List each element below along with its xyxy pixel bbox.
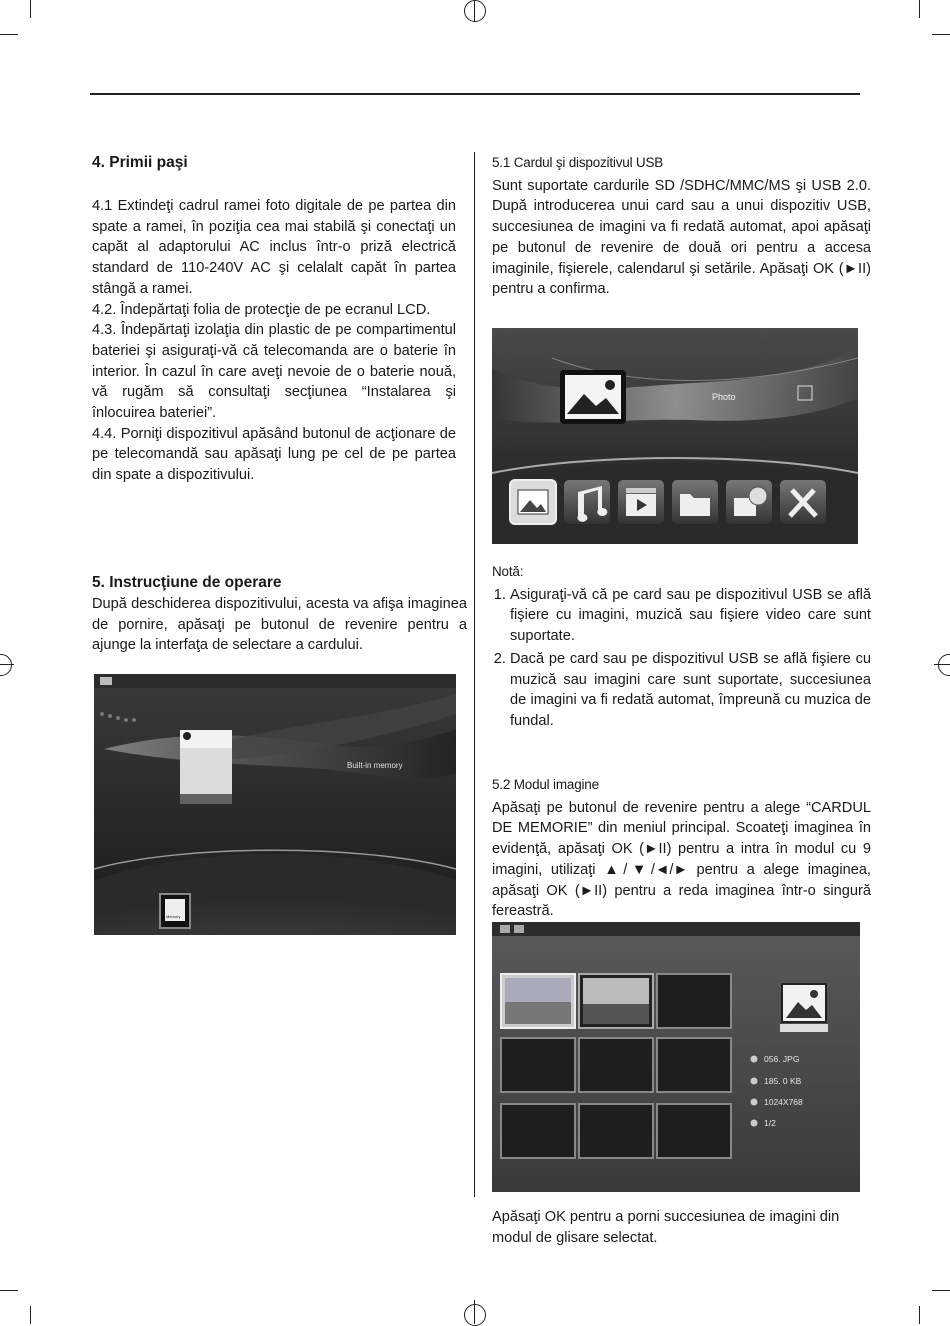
registration-line	[474, 1300, 475, 1324]
section-5-2-body: Apăsaţi pe butonul de revenire pentru a alege “CARDUL DE MEMORIE” din meniul principal. Scoateţi imaginea în evidenţă, apăsaţi OK (►II) pentru a intra în modul cu 9 imagini, utilizaţi ▲/▼/◄/► pentru a alege imaginea, apăsaţi OK (►II) pentru a reda imaginea într-o singură fereastră.	[492, 799, 871, 920]
registration-mark-bottom	[464, 1304, 486, 1326]
photo-icon	[780, 984, 828, 1032]
crop-mark	[0, 34, 18, 35]
paragraph-4-2: 4.2. Îndepărtaţi folia de protecţie de pe ecranul LCD.	[92, 301, 431, 318]
video-menu-icon[interactable]	[618, 480, 664, 524]
startup-screen-screenshot	[94, 674, 456, 935]
calendar-menu-icon[interactable]	[726, 480, 772, 524]
photo-label: Photo	[712, 392, 736, 402]
registration-line	[474, 0, 475, 22]
section-5-1-title: 5.1 Cardul şi dispozitivul USB	[492, 155, 664, 170]
resolution-info: 1024X768	[764, 1097, 803, 1107]
thumbnail-6[interactable]	[657, 1038, 731, 1092]
file-size-info: 185. 0 KB	[764, 1076, 802, 1086]
section-5-2	[492, 775, 871, 922]
music-menu-icon[interactable]	[564, 480, 610, 524]
section-4-heading: 4. Primii paşi	[92, 154, 188, 171]
header-rule	[90, 93, 860, 95]
column-divider	[474, 152, 475, 1197]
paragraph-4-4: 4.4. Porniţi dispozitivul apăsând butonul de acţionare de pe telecomandă sau apăsaţi lung pe cel de pe partea din spate a dispozitivului.	[92, 425, 456, 484]
section-5-heading: 5. Instrucţiune de operare	[92, 574, 282, 591]
thumbnail-7[interactable]	[501, 1104, 575, 1158]
registration-line	[934, 664, 950, 665]
thumbnail-9[interactable]	[657, 1104, 731, 1158]
built-in-memory-label: Built-in memory	[347, 761, 403, 770]
registration-mark-left	[0, 654, 12, 676]
crop-mark	[919, 0, 920, 18]
section-5-1-body: Sunt suportate cardurile SD /SDHC/MMC/MS şi USB 2.0. După introducerea unui card sau a unui dispozitiv USB, succesiunea de imagini va fi redată automat, apoi apăsaţi pe butonul de revenire de două ori pentru a accesa imaginile, fişierele, calendarul şi setările. Apăsaţi OK (►II) pentru a confirma.	[492, 177, 871, 298]
thumbnail-2[interactable]	[579, 974, 653, 1028]
notes-title: Notă:	[492, 564, 524, 579]
crop-mark	[30, 1306, 31, 1324]
section-5-2-title: 5.2 Modul imagine	[492, 777, 599, 792]
thumbnail-5[interactable]	[579, 1038, 653, 1092]
section-5-body	[92, 594, 467, 656]
note-item: 1. Asiguraţi-vă că pe card sau pe dispozitivul USB se află fişiere cu imagini, muzică sau fişiere video care sunt suportate.	[510, 585, 871, 647]
thumbnail-3[interactable]	[657, 974, 731, 1028]
crop-mark	[919, 1306, 920, 1324]
registration-mark-top	[464, 0, 486, 22]
memory-icon-label: Memory	[166, 914, 181, 919]
main-menu-graphic	[492, 328, 858, 544]
paragraph-4-3: 4.3. Îndepărtaţi izolaţia din plastic de pe compartimentul bateriei şi asiguraţi-vă că telecomanda are o baterie în interior. În cazul în care aveţi nevoie de o baterie nouă, vă rugăm să consultaţi secţiunea “Instalarea şi înlocuirea bateriei”.	[92, 322, 456, 422]
paragraph-4-1: 4.1 Extindeţi cadrul ramei foto digitale de pe partea din spate a ramei, în poziţia cea mai stabilă şi conectaţi un capăt al adaptorului AC inclus într-o priză electrică standard de 110-240V AC şi celalalt capăt în partea stângă a ramei.	[92, 198, 456, 297]
crop-mark	[0, 1290, 18, 1291]
file-name-info: 056. JPG	[764, 1054, 800, 1064]
thumbnail-4[interactable]	[501, 1038, 575, 1092]
paragraph-5: După deschiderea dispozitivului, acesta va afişa imaginea de pornire, apăsaţi pe butonul de revenire pentru a ajunge la interfaţa de selectare a cardului.	[92, 596, 467, 654]
note-item: 2. Dacă pe card sau pe dispozitivul USB se află fişiere cu muzică sau imagini care sunt suportate, succesiunea de imagini va fi redată automat, împreună cu muzica de fundal.	[510, 649, 871, 732]
photo-menu-icon[interactable]	[510, 480, 556, 524]
thumbnail-8[interactable]	[579, 1104, 653, 1158]
thumbnail-1[interactable]	[501, 974, 575, 1028]
notes-block	[492, 562, 871, 732]
registration-mark-right	[938, 654, 950, 676]
footer-text: Apăsaţi OK pentru a porni succesiunea de imagini din modul de glisare selectat.	[492, 1209, 840, 1246]
footer-note	[492, 1207, 862, 1248]
thumbnail-screen-graphic	[492, 922, 860, 1192]
section-4-body	[92, 196, 456, 486]
section-5-1	[492, 153, 871, 300]
page-info: 1/2	[764, 1118, 776, 1128]
crop-mark	[932, 1290, 950, 1291]
main-menu-screenshot	[492, 328, 858, 544]
crop-mark	[30, 0, 31, 18]
crop-mark	[932, 34, 950, 35]
thumbnail-screen-screenshot	[492, 922, 860, 1192]
startup-screen-graphic	[94, 674, 456, 935]
registration-line	[0, 664, 14, 665]
thumbnail-grid	[501, 974, 731, 1158]
settings-menu-icon[interactable]	[780, 480, 826, 524]
folder-menu-icon[interactable]	[672, 480, 718, 524]
notes-list	[492, 585, 871, 732]
